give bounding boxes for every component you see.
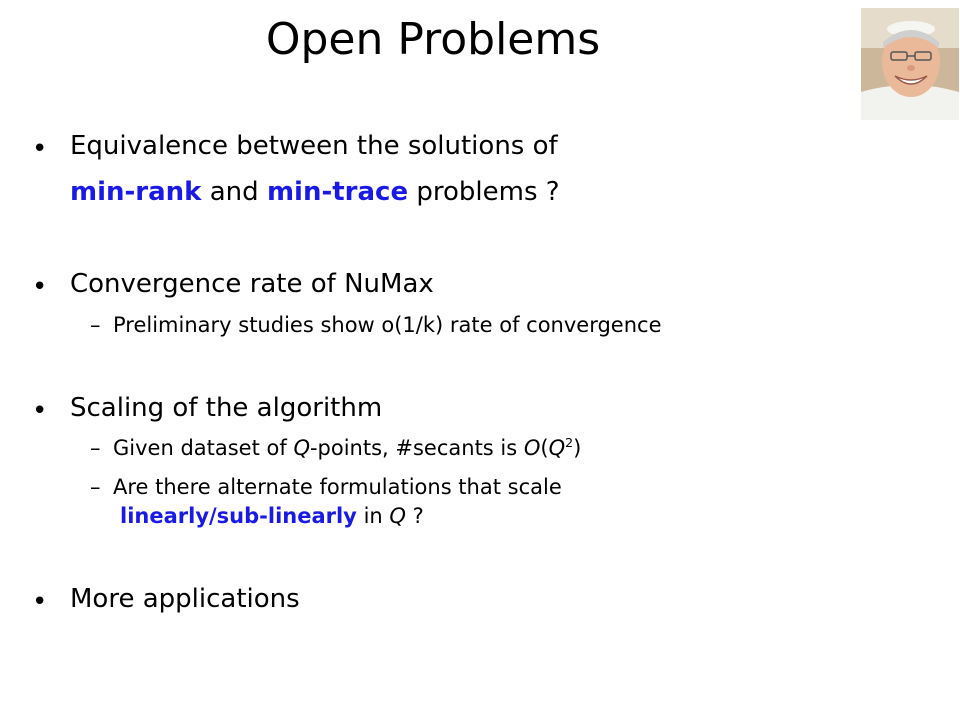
bullet-equivalence-line1: Equivalence between the solutions of — [70, 131, 558, 161]
highlight-linearly: linearly/sub-linearly — [120, 504, 357, 528]
bullet-marker: • — [32, 396, 48, 426]
bullet-equivalence-line2 — [70, 177, 560, 207]
bullet-convergence: Convergence rate of NuMax — [70, 269, 434, 299]
portrait-photo — [861, 8, 959, 120]
sub-bullet-dataset — [113, 436, 581, 460]
text-segment: -points, #secants is — [309, 436, 524, 460]
sub-bullet-preliminary: Preliminary studies show o(1/k) rate of convergence — [113, 313, 662, 337]
bullet-scaling: Scaling of the algorithm — [70, 393, 383, 423]
math-o: O — [523, 436, 541, 460]
text-segment: in — [356, 504, 390, 528]
portrait-image — [861, 8, 959, 120]
sub-bullet-dash: – — [90, 436, 101, 460]
text-segment: ? — [405, 504, 424, 528]
highlight-min-rank: min-rank — [70, 177, 202, 207]
bullet-marker: • — [32, 134, 48, 164]
sub-bullet-alternate-line1: Are there alternate formulations that scale — [113, 475, 562, 499]
sub-bullet-dash: – — [90, 313, 101, 337]
bullet-more-applications: More applications — [70, 584, 300, 614]
highlight-min-trace: min-trace — [266, 177, 409, 207]
text-segment: ) — [573, 436, 582, 460]
math-q: Q — [389, 504, 406, 528]
bullet-marker: • — [32, 272, 48, 302]
sub-bullet-dash: – — [90, 475, 101, 499]
superscript-2: 2 — [565, 435, 574, 450]
bullet-marker: • — [32, 587, 48, 617]
math-q: Q — [548, 436, 566, 460]
text-segment: ( — [540, 436, 549, 460]
slide-title: Open Problems — [265, 14, 601, 65]
math-q: Q — [293, 436, 310, 460]
text-segment: Given dataset of — [113, 436, 294, 460]
text-problems: problems ? — [408, 177, 560, 207]
text-and: and — [201, 177, 267, 207]
sub-bullet-alternate-line2 — [120, 504, 424, 528]
